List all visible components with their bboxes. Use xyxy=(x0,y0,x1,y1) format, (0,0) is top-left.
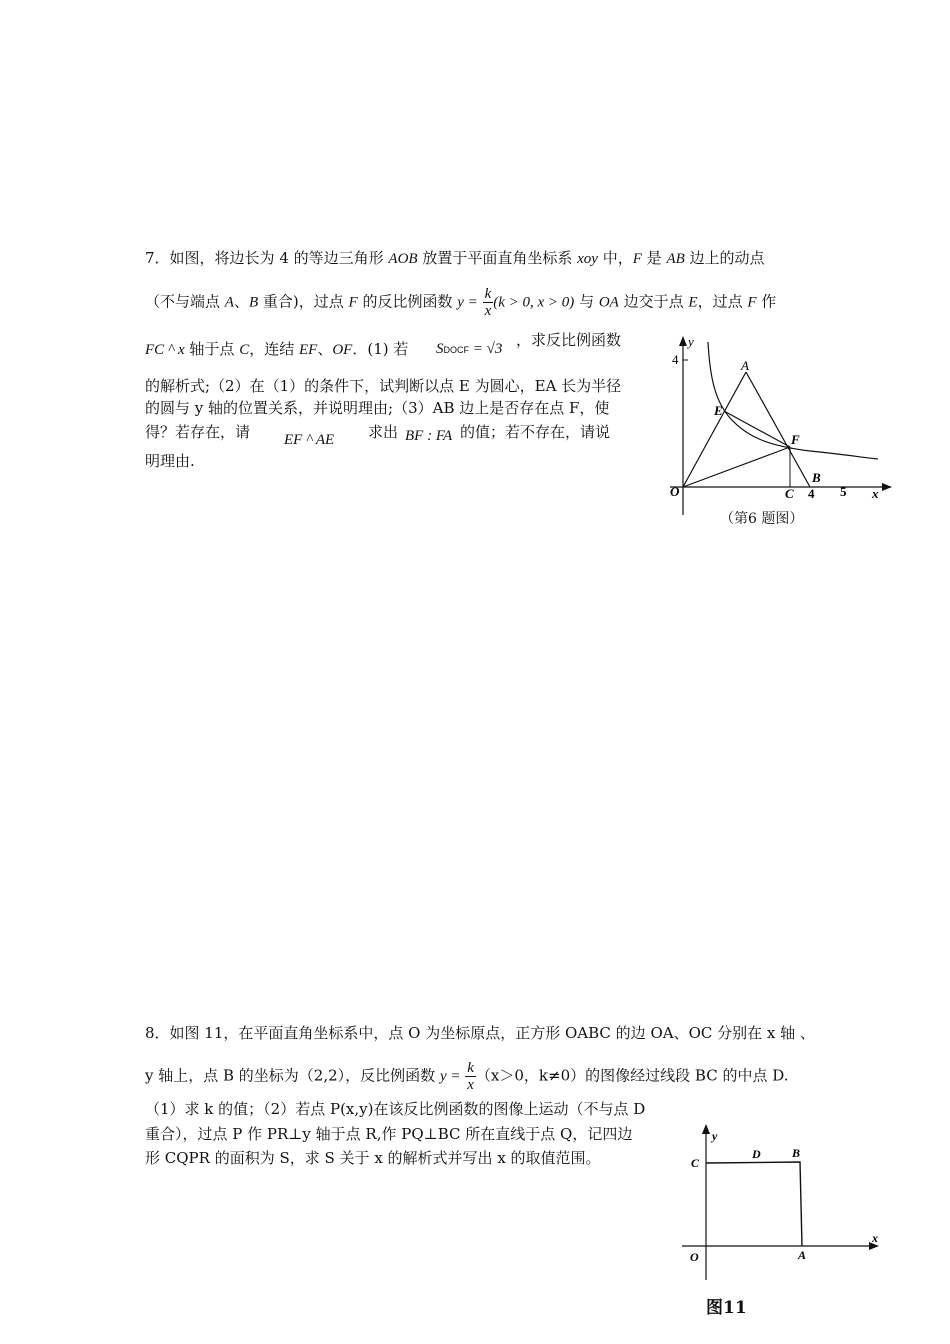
p8-fraction-k-over-x: $\frac{k}{x}$ xyxy=(467,1060,474,1093)
fig6-label-y: y xyxy=(688,334,694,349)
fig11-label-C: C xyxy=(691,1156,700,1170)
p8-line5: 形 CQPR 的面积为 S，求 S 关于 x 的解析式并写出 x 的取值范围。 xyxy=(145,1149,601,1167)
figure11-diagram xyxy=(670,1120,885,1285)
p7-math-bf-fa: BF : FA xyxy=(405,428,453,444)
figure11-caption: 图11 xyxy=(706,1298,747,1318)
p7-line3: FC ^ x 轴于点 C，连结 EF、OF．(1) 若 xyxy=(145,340,409,358)
fig6-label-4y: 4 xyxy=(672,352,679,367)
p8-line2: y 轴上，点 B 的坐标为（2,2），反比例函数 y = $\frac{k}{x}$ （x＞0，k≠0）的图像经过线段 BC 的中点 D. xyxy=(145,1060,789,1093)
p7-line2: （不与端点 A、B 重合)，过点 F 的反比例函数 y = $\frac{k}{x}$ (k > 0, x > 0) 与 OA 边交于点 E，过点 F 作 xyxy=(145,286,777,319)
fig6-x-arrow-icon xyxy=(882,483,892,491)
p7-fraction-k-over-x: $\frac{k}{x}$ xyxy=(484,286,492,319)
fig6-segment-AB xyxy=(746,372,810,487)
p8-line1: 8．如图 11，在平面直角坐标系中，点 O 为坐标原点，正方形 OABC 的边 OA、OC 分别在 x 轴 、 xyxy=(145,1024,815,1042)
p8-line3: （1）求 k 的值；（2）若点 P(x,y)在该反比例函数的图像上运动（不与点 D xyxy=(145,1100,646,1118)
p8-line4: 重合），过点 P 作 PR⊥y 轴于点 R,作 PQ⊥BC 所在直线于点 Q，记四边 xyxy=(145,1125,633,1143)
fig6-y-arrow-icon xyxy=(679,336,687,346)
p7-line6c: 的值；若不存在，请说 xyxy=(460,423,611,441)
p7-line5: 的圆与 y 轴的位置关系，并说明理由;（3）AB 边上是否存在点 F，使 xyxy=(145,399,610,417)
fig6-label-F: F xyxy=(791,432,800,447)
fig11-label-O: O xyxy=(690,1250,699,1264)
figure6-diagram xyxy=(640,330,900,530)
fig6-label-C: C xyxy=(785,486,794,501)
fig6-label-4x: 4 xyxy=(808,486,815,501)
fig11-label-x: x xyxy=(872,1231,878,1245)
p7-line6a: 得？若存在，请 xyxy=(145,423,251,441)
fig6-label-E: E xyxy=(714,403,723,418)
p7-line1: 7．如图，将边长为 4 的等边三角形 AOB 放置于平面直角坐标系 xoy 中，F 是 AB 边上的动点 xyxy=(145,249,765,267)
fig6-label-5: 5 xyxy=(840,484,847,499)
fig6-label-B: B xyxy=(812,470,821,485)
fig11-y-arrow-icon xyxy=(702,1124,710,1134)
p7-line4: 的解析式;（2）在（1）的条件下，试判断以点 E 为圆心，EA 长为半径 xyxy=(145,377,622,395)
fig11-label-A: A xyxy=(798,1248,807,1262)
fig6-label-O: O xyxy=(670,484,680,499)
fig11-label-y: y xyxy=(712,1129,718,1143)
fig11-label-D: D xyxy=(752,1147,761,1161)
fig6-segment-EF xyxy=(724,411,790,447)
fig6-label-A: A xyxy=(741,358,749,373)
p7-line7: 明理由. xyxy=(145,452,195,470)
fig11-square-OABC xyxy=(706,1162,802,1246)
p7-line3-tail: ，求反比例函数 xyxy=(516,331,622,349)
figure6-caption: （第6 题图） xyxy=(720,511,804,527)
fig6-label-x: x xyxy=(872,486,879,501)
fig6-segment-OF xyxy=(683,447,790,487)
p7-line6b: 求出 xyxy=(368,423,399,441)
p7-math-ef-perp-ae: EF ^ AE xyxy=(284,432,335,448)
fig11-label-B: B xyxy=(792,1146,801,1160)
p7-area-expression: SDOCF = √3 xyxy=(436,341,503,357)
